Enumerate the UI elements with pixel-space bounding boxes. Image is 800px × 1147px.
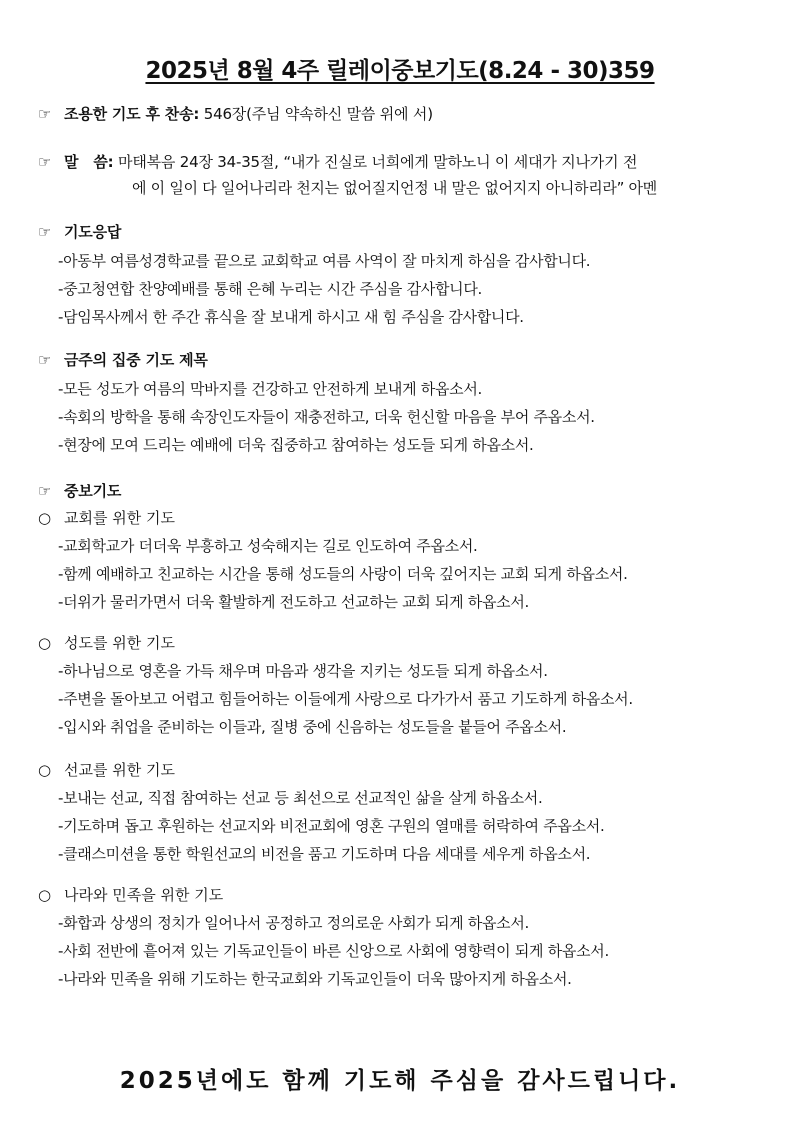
hymn-label: 조용한 기도 후 찬송:: [64, 105, 200, 123]
circle-bullet-icon: ○: [38, 634, 52, 652]
focus-label: 금주의 집중 기도 제목: [64, 351, 208, 369]
answer-item: -담임목사께서 한 주간 휴식을 잘 보내게 하시고 새 힘 주심을 감사합니다.: [58, 308, 524, 326]
church-prayer-heading: [38, 507, 175, 528]
intercession-label: 중보기도: [64, 482, 122, 500]
answer-item: -아동부 여름성경학교를 끝으로 교회학교 여름 사역이 잘 마치게 하심을 감사합니다.: [58, 252, 591, 270]
closing-message: 2025년에도 함께 기도해 주심을 감사드립니다.: [119, 1068, 681, 1094]
group-heading-text: 성도를 위한 기도: [64, 634, 175, 652]
hymn-line: [38, 103, 433, 124]
group-heading-text: 선교를 위한 기도: [64, 761, 175, 779]
intercession-heading: [38, 480, 121, 501]
church-prayer-item: -더위가 물러가면서 더욱 활발하게 전도하고 선교하는 교회 되게 하옵소서.: [58, 593, 530, 611]
nation-prayer-item: -화합과 상생의 정치가 일어나서 공정하고 정의로운 사회가 되게 하옵소서.: [58, 914, 530, 932]
verse-line: [38, 151, 637, 172]
church-prayer-item: -교회학교가 더더욱 부흥하고 성숙해지는 길로 인도하여 주옵소서.: [58, 537, 478, 555]
pointing-hand-icon: ☞: [38, 351, 52, 369]
circle-bullet-icon: ○: [38, 761, 52, 779]
verse-line-1: 마태복음 24장 34-35절, “내가 진실로 너희에게 말하노니 이 세대가 지나가기 전: [118, 153, 638, 171]
circle-bullet-icon: ○: [38, 509, 52, 527]
answer-item: -중고청연합 찬양예배를 통해 은혜 누리는 시간 주심을 감사합니다.: [58, 280, 482, 298]
page-title: [0, 52, 800, 85]
saints-prayer-item: -입시와 취업을 준비하는 이들과, 질병 중에 신음하는 성도들을 붙들어 주옵소서.: [58, 718, 567, 736]
focus-item: -모든 성도가 여름의 막바지를 건강하고 안전하게 보내게 하옵소서.: [58, 380, 482, 398]
verse-label: 말 씀:: [64, 153, 114, 171]
pointing-hand-icon: ☞: [38, 482, 52, 500]
circle-bullet-icon: ○: [38, 886, 52, 904]
title-text: 2025년 8월 4주 릴레이중보기도(8.24 - 30)359: [145, 58, 655, 84]
saints-prayer-item: -하나님으로 영혼을 가득 채우며 마음과 생각을 지키는 성도들 되게 하옵소서.: [58, 662, 548, 680]
saints-prayer-heading: [38, 632, 175, 653]
nation-prayer-item: -사회 전반에 흩어져 있는 기독교인들이 바른 신앙으로 사회에 영향력이 되게 하옵소서.: [58, 942, 609, 960]
church-prayer-item: -함께 예배하고 친교하는 시간을 통해 성도들의 사랑이 더욱 깊어지는 교회 되게 하옵소서.: [58, 565, 628, 583]
answers-heading: [38, 221, 121, 242]
focus-item: -현장에 모여 드리는 예배에 더욱 집중하고 참여하는 성도들 되게 하옵소서.: [58, 436, 534, 454]
pointing-hand-icon: ☞: [38, 105, 52, 123]
mission-prayer-item: -기도하며 돕고 후원하는 선교지와 비전교회에 영혼 구원의 열매를 허락하여 주옵소서.: [58, 817, 605, 835]
group-heading-text: 나라와 민족을 위한 기도: [64, 886, 224, 904]
saints-prayer-item: -주변을 돌아보고 어렵고 힘들어하는 이들에게 사랑으로 다가가서 품고 기도하게 하옵소서.: [58, 690, 633, 708]
nation-prayer-item: -나라와 민족을 위해 기도하는 한국교회와 기독교인들이 더욱 많아지게 하옵소서.: [58, 970, 572, 988]
nation-prayer-heading: [38, 884, 223, 905]
answers-label: 기도응답: [64, 223, 122, 241]
mission-prayer-item: -클래스미션을 통한 학원선교의 비전을 품고 기도하며 다음 세대를 세우게 하옵소서.: [58, 845, 591, 863]
group-heading-text: 교회를 위한 기도: [64, 509, 175, 527]
mission-prayer-heading: [38, 759, 175, 780]
hymn-text: 546장(주님 약속하신 말씀 위에 서): [203, 105, 433, 123]
pointing-hand-icon: ☞: [38, 153, 52, 171]
pointing-hand-icon: ☞: [38, 223, 52, 241]
focus-heading: [38, 349, 208, 370]
focus-item: -속회의 방학을 통해 속장인도자들이 재충전하고, 더욱 헌신할 마음을 부어 주옵소서.: [58, 408, 595, 426]
mission-prayer-item: -보내는 선교, 직접 참여하는 선교 등 최선으로 선교적인 삶을 살게 하옵소서.: [58, 789, 543, 807]
verse-line-2: 에 이 일이 다 일어나리라 천지는 없어질지언정 내 말은 없어지지 아니하리라” 아멘: [132, 179, 657, 197]
